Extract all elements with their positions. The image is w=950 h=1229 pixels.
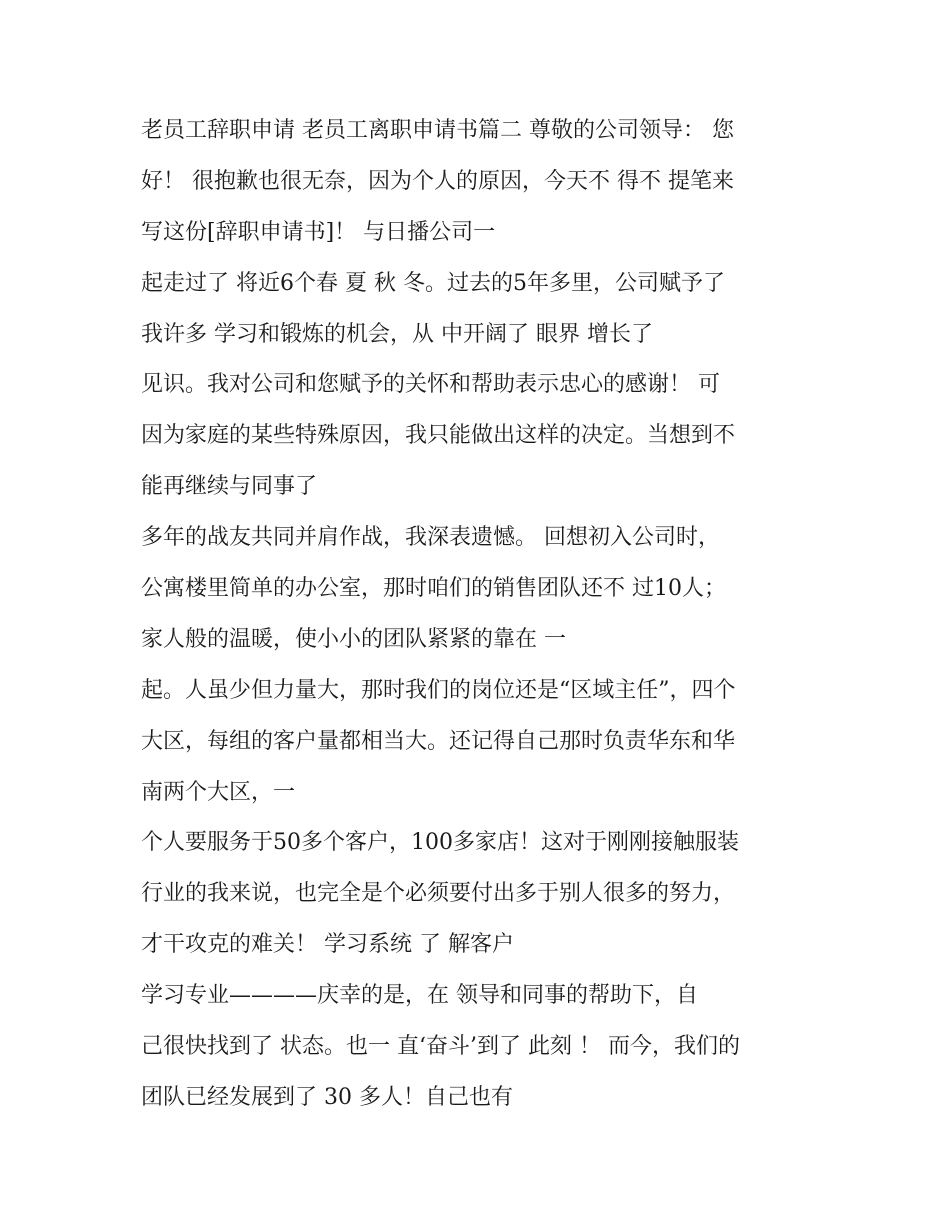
text-line: 能再继续与同事了 [141, 474, 318, 500]
text-line: 己很快找到了 状态。也一 直‘奋斗’到了 此刻 ！ 而今，我们的 [141, 1034, 740, 1060]
text-line: 因为家庭的某些特殊原因，我只能做出这样的决定。当想到不 [141, 423, 736, 449]
text-line: 行业的我来说，也完全是个必须要付出多于别人很多的努力， [141, 881, 736, 907]
text-line: 团队已经发展到了 30 多人！自己也有 [141, 1084, 513, 1110]
text-line: 学习专业————庆幸的是，在 领导和同事的帮助下，自 [141, 983, 698, 1009]
text-line: 南两个大区，一 [141, 779, 296, 805]
text-line: 家人般的温暖，使小小的团队紧紧的靠在 一 [141, 626, 566, 652]
text-line: 多年的战友共同并肩作战，我深表遗憾。 回想初入公司时， [141, 525, 720, 551]
text-line: 见识。我对公司和您赋予的关怀和帮助表示忠心的感谢！ 可 [141, 372, 720, 398]
text-line: 老员工辞职申请 老员工离职申请书篇二 尊敬的公司领导： 您 [141, 118, 734, 143]
text-line: 写这份[辞职申请书]！ 与日播公司一 [141, 219, 496, 245]
text-line: 好！ 很抱歉也很无奈，因为个人的原因，今天不 得不 提笔来 [141, 168, 734, 194]
text-line: 公寓楼里简单的办公室，那时咱们的销售团队还不 过10人； [141, 576, 726, 602]
text-line: 大区，每组的客户量都相当大。还记得自己那时负责华东和华 [141, 728, 736, 754]
text-line: 我许多 学习和锻炼的机会，从 中开阔了 眼界 增长了 [141, 321, 653, 347]
document-body [141, 106, 821, 1124]
text-line: 才干攻克的难关！ 学习系统 了 解客户 [141, 932, 514, 958]
text-line: 个人要服务于50多个客户，100多家店！这对于刚刚接触服装 [141, 830, 739, 856]
text-line: 起。人虽少但力量大，那时我们的岗位还是“区域主任”，四个 [141, 677, 736, 703]
text-line: 起走过了 将近6个春 夏 秋 冬。过去的5年多里，公司赋予了 [141, 270, 725, 296]
